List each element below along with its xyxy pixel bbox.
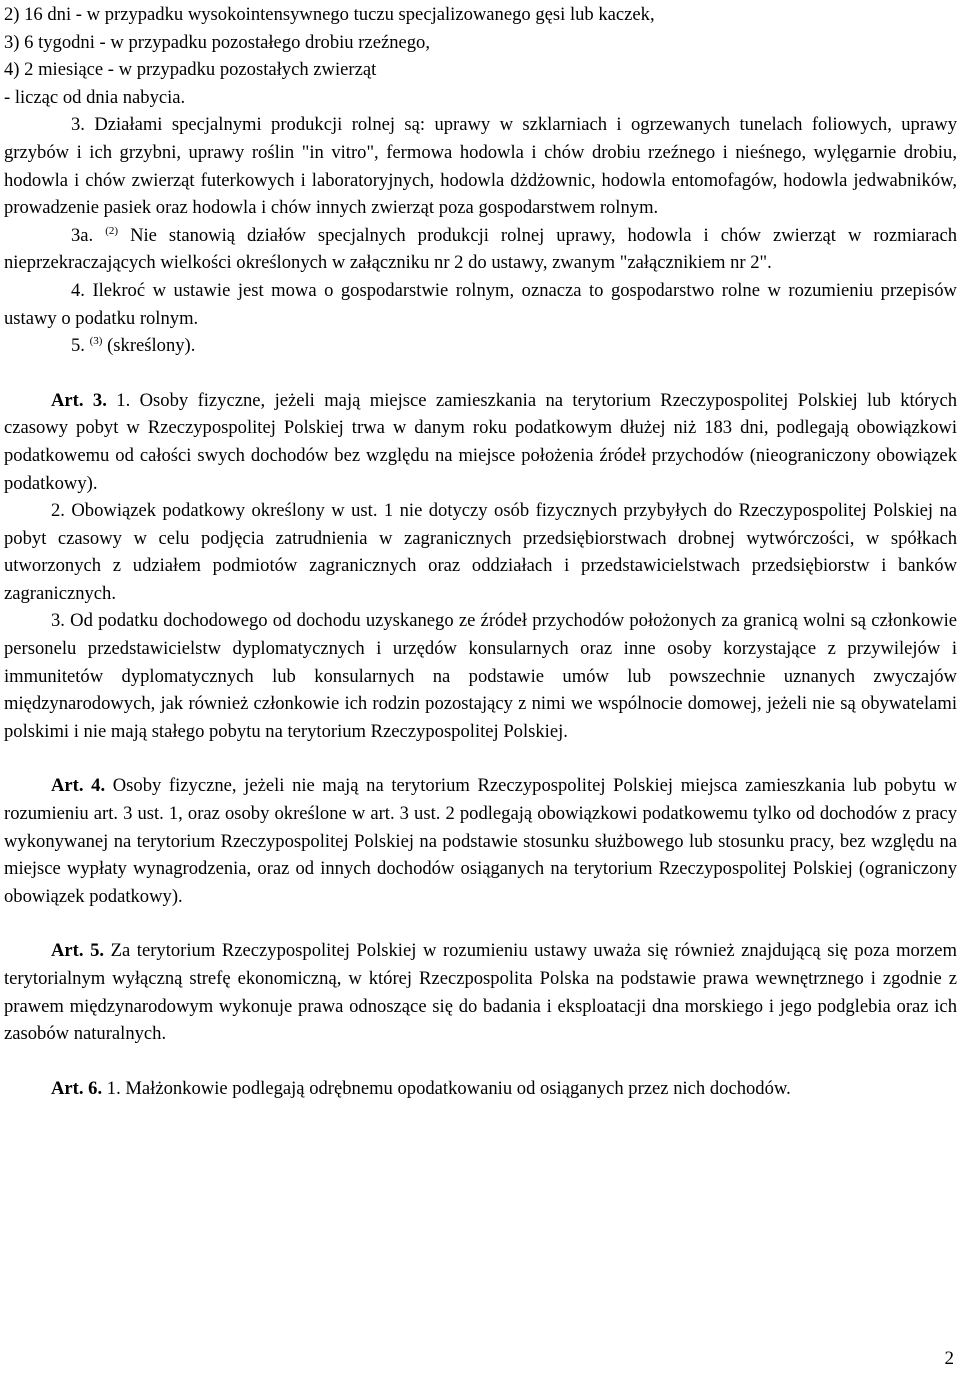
article-3-ust3: 3. Od podatku dochodowego od dochodu uzyskanego ze źródeł przychodów położonych za granicą wolni są członkowie personelu przedstawicielstw dyplomatycznych i urzędów konsularnych oraz inne osoby korzystające z przywilejów i immunitetów dyplomatycznych lub konsularnych na podstawie umów lub powszechnie uznanych zwyczajów międzynarodowych, jak również członkowie ich rodzin pozostający z nimi we wspólnocie domowej, jeżeli nie są obywatelami polskimi i nie mają stałego pobytu na terytorium Rzeczypospolitej Polskiej.: [4, 610, 957, 742]
list-item-2: 2) 16 dni - w przypadku wysokointensywnego tuczu specjalizowanego gęsi lub kaczek,: [4, 4, 655, 25]
article-3-label: Art. 3.: [51, 389, 107, 411]
spacer: [4, 745, 957, 772]
list-item-4: 4) 2 miesiące - w przypadku pozostałych zwierząt: [4, 59, 377, 81]
footnote-ref-2: (2): [105, 224, 119, 237]
ust5-text: (skreślony).: [107, 335, 196, 357]
ust3a-number: 3a.: [71, 224, 94, 246]
article-5-label: Art. 5.: [51, 940, 105, 962]
article-5-text: Za terytorium Rzeczypospolitej Polskiej w rozumieniu ustawy uważa się również znajdującą się poza morzem terytorialnym wyłączną strefę ekonomiczną, w której Rzeczpospolita Polska na podstawie prawa wewnętrznego i zgodnie z prawem międzynarodowym wykonuje prawa odnoszące się do badania i eksploatacji dna morskiego i jego podglebia oraz ich zasobów naturalnych.: [4, 940, 958, 1045]
list-tail: - licząc od dnia nabycia.: [4, 86, 186, 108]
paragraph-ust3: 3. Działami specjalnymi produkcji rolnej są: uprawy w szklarniach i ogrzewanych tunelach foliowych, uprawy grzybów i ich grzybni, uprawy roślin "in vitro", fermowa hodowla i chów drobiu rzeźnego i nieśnego, wylęgarnie drobiu, hodowla i chów zwierząt futerkowych i laboratoryjnych, hodowla dżdżownic, hodowla entomofagów, hodowla jedwabników, prowadzenie pasiek oraz hodowla i chów innych zwierząt poza gospodarstwem rolnym.: [4, 114, 957, 219]
article-4-label: Art. 4.: [51, 775, 106, 797]
spacer: [4, 360, 957, 387]
document-page: [4, 1, 957, 1102]
list-item-3: 3) 6 tygodni - w przypadku pozostałego drobiu rzeźnego,: [4, 31, 430, 53]
article-5: [4, 937, 957, 1047]
article-6-ust1: [4, 1075, 957, 1103]
paragraph-ust4: 4. Ilekroć w ustawie jest mowa o gospodarstwie rolnym, oznacza to gospodarstwo rolne w rozumieniu przepisów ustawy o podatku rolnym.: [4, 279, 957, 329]
article-6-label: Art. 6.: [51, 1077, 103, 1099]
footnote-ref-3: (3): [89, 335, 103, 348]
paragraph-ust5: [4, 332, 957, 360]
ust3a-text: Nie stanowią działów specjalnych produkcji rolnej uprawy, hodowla i chów zwierząt w rozmiarach nieprzekraczających wielkości określonych w załączniku nr 2 do ustawy, zwanym "załącznikiem nr 2".: [4, 224, 958, 274]
paragraph-ust3a: [4, 222, 957, 277]
article-3-ust2: 2. Obowiązek podatkowy określony w ust. 1 nie dotyczy osób fizycznych przybyłych do Rzeczypospolitej Polskiej na pobyt czasowy w celu podjęcia zatrudnienia w zagranicznych przedsiębiorstwach drobnej wytwórczości, w spółkach utworzonych z udziałem podmiotów zagranicznych oraz oddziałach i przedstawicielstwach przedsiębiorstw i banków zagranicznych.: [4, 500, 957, 604]
spacer: [4, 1048, 957, 1075]
article-3-ust1-text: 1. Osoby fizyczne, jeżeli mają miejsce zamieszkania na terytorium Rzeczypospolitej Polskiej lub których czasowy pobyt w Rzeczypospolitej Polskiej trwa w danym roku podatkowym dłużej niż 183 dni, podlegają obowiązkowi podatkowemu od całości swych dochodów bez względu na miejsce położenia źródeł przychodów (nieograniczony obowiązek podatkowy).: [4, 389, 958, 494]
article-4: [4, 772, 957, 910]
article-4-text: Osoby fizyczne, jeżeli nie mają na terytorium Rzeczypospolitej Polskiej miejsca zamieszkania lub pobytu w rozumieniu art. 3 ust. 1, oraz osoby określone w art. 3 ust. 2 podlegają obowiązkowi podatkowemu tylko od dochodów z pracy wykonywanej na terytorium Rzeczypospolitej Polskiej na podstawie stosunku służbowego lub stosunku pracy, bez względu na miejsce wypłaty wynagrodzenia, oraz od innych dochodów osiąganych na terytorium Rzeczypospolitej Polskiej (ograniczony obowiązek podatkowy).: [4, 775, 957, 907]
article-3-ust1: [4, 387, 957, 497]
spacer: [4, 910, 957, 937]
page-number: 2: [944, 1348, 954, 1369]
ust5-number: 5.: [71, 335, 85, 357]
article-6-text: 1. Małżonkowie podlegają odrębnemu opodatkowaniu od osiąganych przez nich dochodów.: [106, 1077, 791, 1099]
